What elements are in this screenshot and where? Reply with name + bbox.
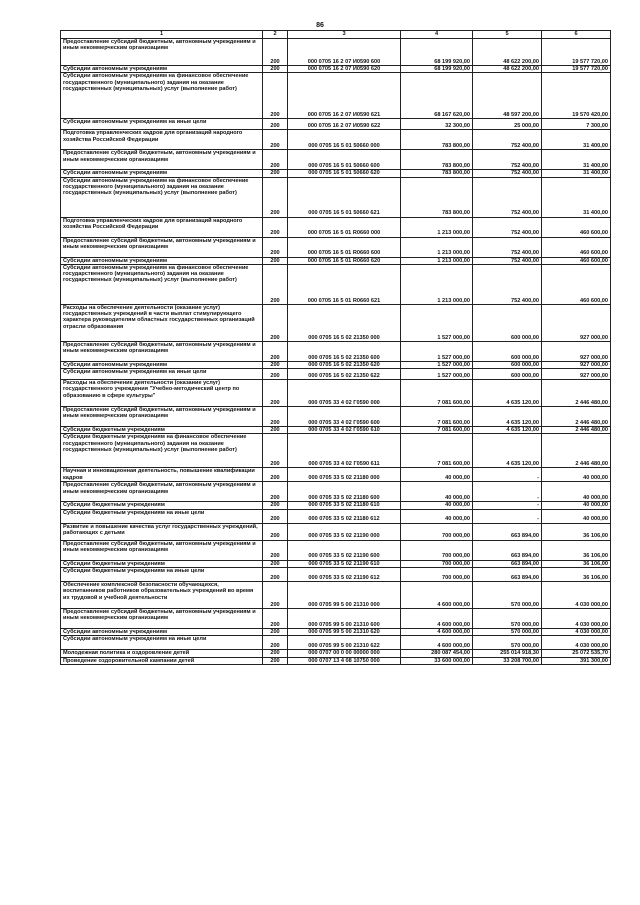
row-kbk-cell: 000 0705 33 4 02 Г0590 000 — [288, 380, 401, 407]
row-name-cell: Подготовка управленческих кадров для организаций народного хозяйства Российской Федерации — [61, 130, 263, 150]
row-code-cell: 200 — [263, 39, 288, 66]
row-kbk-cell: 000 0705 33 5 02 21190 000 — [288, 523, 401, 540]
row-executed-cell: 663 894,00 — [473, 560, 542, 567]
row-approved-cell: 700 000,00 — [401, 560, 473, 567]
row-unexecuted-cell: 31 400,00 — [542, 130, 611, 150]
row-code-cell: 200 — [263, 657, 288, 664]
row-kbk-cell: 000 0705 33 5 02 21180 000 — [288, 468, 401, 482]
row-executed-cell: 48 622 200,00 — [473, 39, 542, 66]
row-unexecuted-cell: 2 446 480,00 — [542, 380, 611, 407]
row-approved-cell: 783 800,00 — [401, 177, 473, 217]
row-unexecuted-cell: 927 000,00 — [542, 361, 611, 368]
table-row — [61, 217, 611, 237]
row-name-cell: Обеспечение комплексной безопасности обучающихся, воспитанников работников образовательных учреждений во время их трудовой и учебной деятельности — [61, 582, 263, 609]
row-executed-cell: 663 894,00 — [473, 540, 542, 560]
row-executed-cell: 752 400,00 — [473, 170, 542, 177]
row-unexecuted-cell: 40 000,00 — [542, 509, 611, 523]
row-code-cell: 200 — [263, 540, 288, 560]
row-unexecuted-cell: 36 106,00 — [542, 568, 611, 582]
row-approved-cell: 32 300,00 — [401, 119, 473, 130]
column-header: 2 — [263, 31, 288, 39]
row-code-cell: 200 — [263, 650, 288, 657]
row-name-cell: Субсидии автономным учреждениям на финансовое обеспечение государственного (муниципального) задания на оказание государственных (муниципальных) услуг (выполнение работ) — [61, 264, 263, 304]
row-executed-cell: 752 400,00 — [473, 237, 542, 257]
column-header: 4 — [401, 31, 473, 39]
row-approved-cell: 783 800,00 — [401, 150, 473, 170]
row-executed-cell: 33 208 700,00 — [473, 657, 542, 664]
row-executed-cell: 570 000,00 — [473, 582, 542, 609]
row-approved-cell: 40 000,00 — [401, 468, 473, 482]
row-approved-cell: 33 600 000,00 — [401, 657, 473, 664]
page-number: 86 — [316, 22, 324, 29]
row-executed-cell: 663 894,00 — [473, 568, 542, 582]
row-name-cell: Субсидии автономным учреждениям — [61, 629, 263, 636]
row-name-cell: Предоставление субсидий бюджетным, автономным учреждениям и иным некоммерческим организациям — [61, 341, 263, 361]
row-approved-cell: 68 199 920,00 — [401, 66, 473, 73]
row-approved-cell: 4 600 000,00 — [401, 609, 473, 629]
table-body — [61, 39, 611, 665]
row-approved-cell: 1 213 000,00 — [401, 217, 473, 237]
row-name-cell: Субсидии автономным учреждениям — [61, 257, 263, 264]
table-row — [61, 73, 611, 119]
row-name-cell: Субсидии автономным учреждениям на иные цели — [61, 636, 263, 650]
row-name-cell: Предоставление субсидий бюджетным, автономным учреждениям и иным некоммерческим организациям — [61, 407, 263, 427]
row-name-cell: Субсидии бюджетным учреждениям — [61, 560, 263, 567]
table-row — [61, 361, 611, 368]
column-header: 6 — [542, 31, 611, 39]
row-unexecuted-cell: 7 300,00 — [542, 119, 611, 130]
table-row — [61, 502, 611, 509]
row-executed-cell: 25 000,00 — [473, 119, 542, 130]
row-name-cell: Субсидии автономным учреждениям на иные цели — [61, 119, 263, 130]
row-code-cell: 200 — [263, 609, 288, 629]
row-code-cell: 200 — [263, 73, 288, 119]
row-executed-cell: 600 000,00 — [473, 361, 542, 368]
row-kbk-cell: 000 0705 33 4 02 Г0590 611 — [288, 434, 401, 468]
row-code-cell: 200 — [263, 468, 288, 482]
row-kbk-cell: 000 0705 16 5 01 50660 621 — [288, 177, 401, 217]
row-unexecuted-cell: 31 400,00 — [542, 170, 611, 177]
row-kbk-cell: 000 0705 33 5 02 21190 612 — [288, 568, 401, 582]
row-name-cell: Предоставление субсидий бюджетным, автономным учреждениям и иным некоммерческим организациям — [61, 150, 263, 170]
row-approved-cell: 1 527 000,00 — [401, 341, 473, 361]
row-kbk-cell: 000 0705 16 5 01 R0660 000 — [288, 217, 401, 237]
row-unexecuted-cell: 36 106,00 — [542, 540, 611, 560]
row-name-cell: Подготовка управленческих кадров для организаций народного хозяйства Российской Федерации — [61, 217, 263, 237]
row-name-cell: Предоставление субсидий бюджетным, автономным учреждениям и иным некоммерческим организациям — [61, 237, 263, 257]
row-executed-cell: 752 400,00 — [473, 150, 542, 170]
table-row — [61, 66, 611, 73]
row-executed-cell: 752 400,00 — [473, 257, 542, 264]
row-code-cell: 200 — [263, 177, 288, 217]
table-row — [61, 264, 611, 304]
row-code-cell: 200 — [263, 170, 288, 177]
row-code-cell: 200 — [263, 434, 288, 468]
row-code-cell: 200 — [263, 427, 288, 434]
row-name-cell: Субсидии автономным учреждениям — [61, 170, 263, 177]
row-executed-cell: 752 400,00 — [473, 177, 542, 217]
row-code-cell: 200 — [263, 482, 288, 502]
row-unexecuted-cell: 927 000,00 — [542, 304, 611, 341]
row-approved-cell: 700 000,00 — [401, 540, 473, 560]
row-executed-cell: 600 000,00 — [473, 369, 542, 380]
row-kbk-cell: 000 0707 13 4 08 10750 000 — [288, 657, 401, 664]
row-unexecuted-cell: 927 000,00 — [542, 341, 611, 361]
row-executed-cell: 4 635 120,00 — [473, 427, 542, 434]
row-executed-cell: - — [473, 468, 542, 482]
row-unexecuted-cell: 31 400,00 — [542, 150, 611, 170]
row-executed-cell: 4 635 120,00 — [473, 434, 542, 468]
row-name-cell: Субсидии бюджетным учреждениям на иные цели — [61, 509, 263, 523]
row-kbk-cell: 000 0705 99 5 00 21310 622 — [288, 636, 401, 650]
row-unexecuted-cell: 19 577 720,00 — [542, 39, 611, 66]
table-row — [61, 609, 611, 629]
row-name-cell: Расходы на обеспечение деятельности (оказание услуг) государственных учреждений в части выплат стимулирующего характера руководителям областных государственных организаций отрасли образования — [61, 304, 263, 341]
row-unexecuted-cell: 2 446 480,00 — [542, 434, 611, 468]
row-name-cell: Субсидии бюджетным учреждениям на финансовое обеспечение государственного (муниципального) задания на оказание государственных (муниципальных) услуг (выполнение работ) — [61, 434, 263, 468]
row-approved-cell: 700 000,00 — [401, 568, 473, 582]
row-unexecuted-cell: 36 106,00 — [542, 560, 611, 567]
table-row — [61, 341, 611, 361]
row-executed-cell: 48 622 200,00 — [473, 66, 542, 73]
row-code-cell: 200 — [263, 264, 288, 304]
row-code-cell: 200 — [263, 582, 288, 609]
row-approved-cell: 700 000,00 — [401, 523, 473, 540]
row-approved-cell: 1 213 000,00 — [401, 257, 473, 264]
row-code-cell: 200 — [263, 636, 288, 650]
row-code-cell: 200 — [263, 217, 288, 237]
row-approved-cell: 4 600 000,00 — [401, 582, 473, 609]
row-kbk-cell: 000 0705 99 5 00 21310 600 — [288, 609, 401, 629]
row-executed-cell: 752 400,00 — [473, 264, 542, 304]
row-approved-cell: 1 527 000,00 — [401, 304, 473, 341]
column-header: 5 — [473, 31, 542, 39]
table-row — [61, 369, 611, 380]
row-unexecuted-cell: 4 030 000,00 — [542, 636, 611, 650]
row-unexecuted-cell: 31 400,00 — [542, 177, 611, 217]
row-code-cell: 200 — [263, 502, 288, 509]
table-row — [61, 407, 611, 427]
row-unexecuted-cell: 19 577 720,00 — [542, 66, 611, 73]
row-executed-cell: 4 635 120,00 — [473, 380, 542, 407]
row-kbk-cell: 000 0705 33 5 02 21180 610 — [288, 502, 401, 509]
row-kbk-cell: 000 0705 33 5 02 21190 600 — [288, 540, 401, 560]
row-unexecuted-cell: 927 000,00 — [542, 369, 611, 380]
row-approved-cell: 40 000,00 — [401, 482, 473, 502]
row-unexecuted-cell: 460 600,00 — [542, 237, 611, 257]
table-row — [61, 568, 611, 582]
row-name-cell: Проведение оздоровительной кампании детей — [61, 657, 263, 664]
table-row — [61, 39, 611, 66]
table-row — [61, 130, 611, 150]
row-name-cell: Субсидии автономным учреждениям — [61, 66, 263, 73]
row-code-cell: 200 — [263, 341, 288, 361]
table-row — [61, 304, 611, 341]
row-code-cell: 200 — [263, 119, 288, 130]
table-row — [61, 540, 611, 560]
row-name-cell: Субсидии автономным учреждениям на финансовое обеспечение государственного (муниципального) задания на оказание государственных (муниципальных) услуг (выполнение работ) — [61, 73, 263, 119]
budget-execution-table — [60, 30, 611, 665]
row-code-cell: 200 — [263, 237, 288, 257]
row-kbk-cell: 000 0705 33 5 02 21180 600 — [288, 482, 401, 502]
table-row — [61, 582, 611, 609]
table-row — [61, 237, 611, 257]
row-unexecuted-cell: 40 000,00 — [542, 468, 611, 482]
row-name-cell: Предоставление субсидий бюджетным, автономным учреждениям и иным некоммерческим организациям — [61, 482, 263, 502]
row-kbk-cell: 000 0705 16 5 01 50660 000 — [288, 130, 401, 150]
row-code-cell: 200 — [263, 150, 288, 170]
table-row — [61, 657, 611, 664]
table-row — [61, 170, 611, 177]
row-approved-cell: 7 081 600,00 — [401, 427, 473, 434]
row-unexecuted-cell: 40 000,00 — [542, 482, 611, 502]
row-name-cell: Субсидии бюджетным учреждениям — [61, 427, 263, 434]
row-name-cell: Субсидии бюджетным учреждениям на иные цели — [61, 568, 263, 582]
row-executed-cell: - — [473, 482, 542, 502]
row-name-cell: Субсидии автономным учреждениям на иные цели — [61, 369, 263, 380]
row-approved-cell: 280 087 454,00 — [401, 650, 473, 657]
column-header: 1 — [61, 31, 263, 39]
row-kbk-cell: 000 0705 16 2 07 И0590 622 — [288, 119, 401, 130]
table-row — [61, 257, 611, 264]
row-approved-cell: 1 527 000,00 — [401, 369, 473, 380]
row-kbk-cell: 000 0705 16 5 01 50660 600 — [288, 150, 401, 170]
row-approved-cell: 4 600 000,00 — [401, 636, 473, 650]
row-approved-cell: 68 199 920,00 — [401, 39, 473, 66]
row-unexecuted-cell: 4 030 000,00 — [542, 582, 611, 609]
row-kbk-cell: 000 0705 33 4 02 Г0590 610 — [288, 427, 401, 434]
row-executed-cell: 600 000,00 — [473, 304, 542, 341]
table-row — [61, 468, 611, 482]
row-approved-cell: 7 081 600,00 — [401, 380, 473, 407]
row-executed-cell: 255 014 918,30 — [473, 650, 542, 657]
row-name-cell: Развитие и повышение качества услуг государственных учреждений, работающих с детьми — [61, 523, 263, 540]
row-kbk-cell: 000 0705 16 5 02 21350 000 — [288, 304, 401, 341]
table-row — [61, 150, 611, 170]
row-name-cell: Субсидии автономным учреждениям — [61, 361, 263, 368]
row-code-cell: 200 — [263, 629, 288, 636]
row-approved-cell: 783 800,00 — [401, 170, 473, 177]
row-kbk-cell: 000 0705 99 5 00 21310 000 — [288, 582, 401, 609]
row-unexecuted-cell: 40 000,00 — [542, 502, 611, 509]
row-unexecuted-cell: 36 106,00 — [542, 523, 611, 540]
row-executed-cell: 48 597 200,00 — [473, 73, 542, 119]
row-kbk-cell: 000 0705 16 5 02 21350 622 — [288, 369, 401, 380]
row-executed-cell: 570 000,00 — [473, 609, 542, 629]
row-name-cell: Субсидии автономным учреждениям на финансовое обеспечение государственного (муниципального) задания на оказание государственных (муниципальных) услуг (выполнение работ) — [61, 177, 263, 217]
table-row — [61, 509, 611, 523]
column-header: 3 — [288, 31, 401, 39]
row-executed-cell: 570 000,00 — [473, 629, 542, 636]
column-number-header-row — [61, 31, 611, 39]
row-code-cell: 200 — [263, 130, 288, 150]
row-kbk-cell: 000 0705 16 5 01 R0660 620 — [288, 257, 401, 264]
table-row — [61, 434, 611, 468]
row-code-cell: 200 — [263, 304, 288, 341]
table-row — [61, 380, 611, 407]
row-code-cell: 200 — [263, 369, 288, 380]
row-kbk-cell: 000 0705 16 5 01 50660 620 — [288, 170, 401, 177]
row-kbk-cell: 000 0705 16 2 07 И0590 621 — [288, 73, 401, 119]
row-approved-cell: 1 527 000,00 — [401, 361, 473, 368]
row-unexecuted-cell: 19 570 420,00 — [542, 73, 611, 119]
table-row — [61, 629, 611, 636]
row-unexecuted-cell: 4 030 000,00 — [542, 629, 611, 636]
row-executed-cell: 663 894,00 — [473, 523, 542, 540]
row-approved-cell: 7 081 600,00 — [401, 434, 473, 468]
row-approved-cell: 1 213 000,00 — [401, 237, 473, 257]
row-code-cell: 200 — [263, 568, 288, 582]
row-name-cell: Субсидии бюджетным учреждениям — [61, 502, 263, 509]
row-kbk-cell: 000 0705 33 5 02 21190 610 — [288, 560, 401, 567]
row-executed-cell: - — [473, 502, 542, 509]
table-row — [61, 636, 611, 650]
row-executed-cell: 752 400,00 — [473, 130, 542, 150]
row-kbk-cell: 000 0705 16 5 01 R0660 621 — [288, 264, 401, 304]
row-approved-cell: 1 213 000,00 — [401, 264, 473, 304]
row-code-cell: 200 — [263, 560, 288, 567]
row-kbk-cell: 000 0705 16 5 01 R0660 600 — [288, 237, 401, 257]
row-executed-cell: 600 000,00 — [473, 341, 542, 361]
row-code-cell: 200 — [263, 361, 288, 368]
table-row — [61, 523, 611, 540]
row-name-cell: Предоставление субсидий бюджетным, автономным учреждениям и иным некоммерческим организациям — [61, 540, 263, 560]
row-kbk-cell: 000 0705 33 4 02 Г0590 600 — [288, 407, 401, 427]
row-code-cell: 200 — [263, 407, 288, 427]
row-approved-cell: 40 000,00 — [401, 509, 473, 523]
table-row — [61, 427, 611, 434]
row-approved-cell: 7 081 600,00 — [401, 407, 473, 427]
row-code-cell: 200 — [263, 66, 288, 73]
row-kbk-cell: 000 0707 00 0 00 00000 000 — [288, 650, 401, 657]
row-executed-cell: - — [473, 509, 542, 523]
row-kbk-cell: 000 0705 16 5 02 21350 620 — [288, 361, 401, 368]
row-approved-cell: 783 800,00 — [401, 130, 473, 150]
row-unexecuted-cell: 460 600,00 — [542, 217, 611, 237]
row-executed-cell: 752 400,00 — [473, 217, 542, 237]
row-unexecuted-cell: 460 600,00 — [542, 264, 611, 304]
row-unexecuted-cell: 2 446 480,00 — [542, 427, 611, 434]
row-name-cell: Молодежная политика и оздоровление детей — [61, 650, 263, 657]
row-code-cell: 200 — [263, 380, 288, 407]
table-row — [61, 650, 611, 657]
table-row — [61, 482, 611, 502]
row-unexecuted-cell: 460 600,00 — [542, 257, 611, 264]
row-kbk-cell: 000 0705 16 2 07 И0590 600 — [288, 39, 401, 66]
row-unexecuted-cell: 4 030 000,00 — [542, 609, 611, 629]
row-kbk-cell: 000 0705 99 5 00 21310 620 — [288, 629, 401, 636]
row-approved-cell: 68 167 620,00 — [401, 73, 473, 119]
table-row — [61, 119, 611, 130]
row-name-cell: Предоставление субсидий бюджетным, автономным учреждениям и иным некоммерческим организациям — [61, 609, 263, 629]
row-approved-cell: 40 000,00 — [401, 502, 473, 509]
row-executed-cell: 4 635 120,00 — [473, 407, 542, 427]
row-name-cell: Научная и инновационная деятельность, повышение квалификации кадров — [61, 468, 263, 482]
row-kbk-cell: 000 0705 33 5 02 21180 612 — [288, 509, 401, 523]
row-unexecuted-cell: 2 446 480,00 — [542, 407, 611, 427]
row-code-cell: 200 — [263, 509, 288, 523]
row-code-cell: 200 — [263, 523, 288, 540]
row-approved-cell: 4 600 000,00 — [401, 629, 473, 636]
table-row — [61, 560, 611, 567]
row-unexecuted-cell: 25 072 535,70 — [542, 650, 611, 657]
row-name-cell: Предоставление субсидий бюджетным, автономным учреждениям и иным некоммерческим организациям — [61, 39, 263, 66]
row-name-cell: Расходы на обеспечение деятельности (оказание услуг) государственного учреждения "Учебно-методический центр по образованию в сфере культуры" — [61, 380, 263, 407]
row-executed-cell: 570 000,00 — [473, 636, 542, 650]
row-unexecuted-cell: 391 300,00 — [542, 657, 611, 664]
row-kbk-cell: 000 0705 16 2 07 И0590 620 — [288, 66, 401, 73]
row-code-cell: 200 — [263, 257, 288, 264]
table-row — [61, 177, 611, 217]
row-kbk-cell: 000 0705 16 5 02 21350 600 — [288, 341, 401, 361]
